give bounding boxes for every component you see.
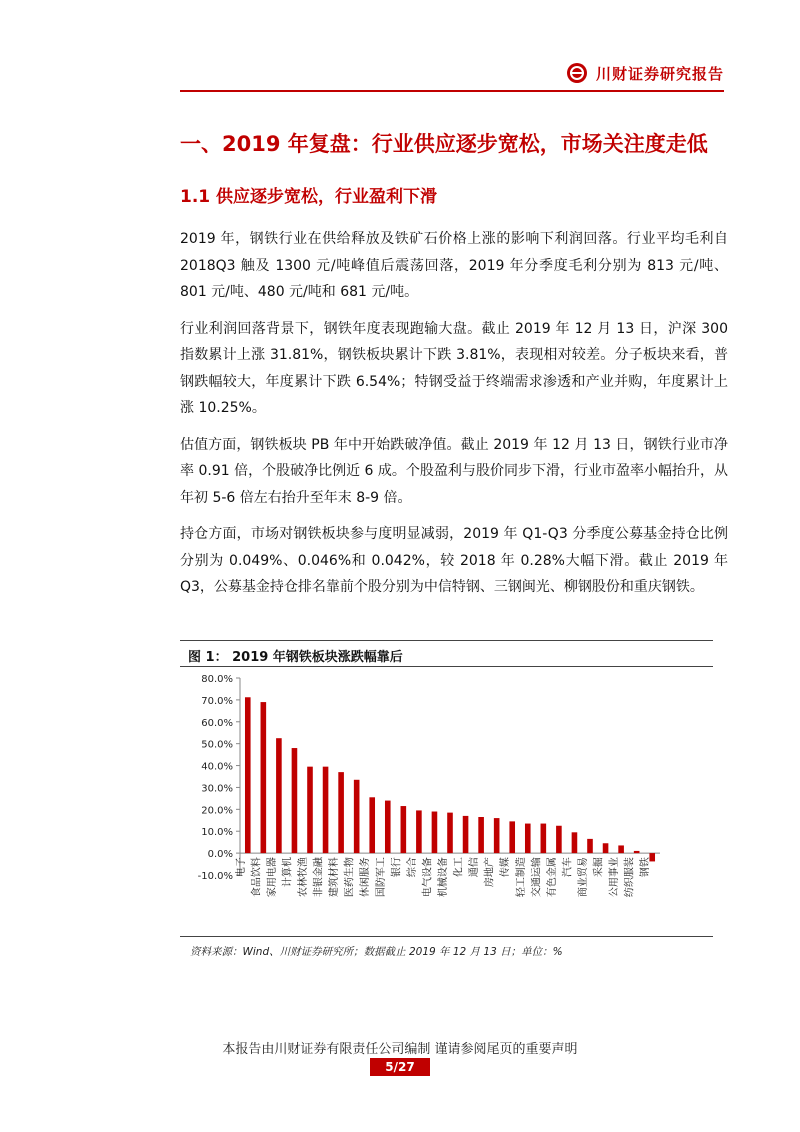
page-number: 5/27 [370,1058,430,1076]
header-brand [566,62,724,84]
x-category-label: 有色金属 [546,857,558,898]
bar [292,748,298,853]
bar [618,845,624,853]
bar [432,812,438,854]
bar [323,767,329,853]
brand-name: 川财证券研究报告 [595,64,724,83]
bar [447,813,453,853]
bar [587,839,593,853]
x-category-label: 钢铁 [640,857,652,878]
x-category-label: 轻工制造 [515,857,527,898]
x-category-label: 采掘 [593,857,605,878]
figure-1 [180,640,713,940]
subsection-heading: 1.1 供应逐步宽松，行业盈利下滑 [180,187,438,207]
bar [369,797,375,853]
x-category-label: 医药生物 [344,857,356,898]
bar [478,817,484,853]
body-text [180,226,728,611]
bar [416,810,422,853]
bar [338,772,344,853]
figure-source: 资料来源：Wind、川财证券研究所；数据截止 2019 年 12 月 13 日；单位：% [190,946,563,958]
bar [494,818,500,853]
x-category-label: 电子 [235,857,247,878]
x-category-label: 纺织服装 [624,857,636,898]
x-category-label: 通信 [469,857,481,878]
bar [556,826,562,853]
bar [463,816,469,853]
bar [401,806,407,853]
bar-chart [180,668,713,934]
paragraph: 估值方面，钢铁板块 PB 年中开始跌破净值。截止 2019 年 12 月 13 日，钢铁行业市净率 0.91 倍，个股破净比例近 6 成。个股盈利与股价同步下滑，行业市盈率小幅抬升，从年初 5-6 倍左右抬升至年末 8-9 倍。 [180,436,728,506]
figure-title: 图 1： 2019 年钢铁板块涨跌幅靠后 [188,650,403,665]
x-category-label: 建筑材料 [329,857,341,898]
y-tick-label: 70.0% [201,695,233,707]
x-category-label: 国防军工 [375,857,387,898]
x-category-label: 家用电器 [266,857,278,898]
chuancai-logo-icon [566,62,588,84]
y-tick-label: 0.0% [207,849,233,861]
x-category-label: 非银金融 [313,857,325,898]
bar [525,824,531,854]
x-category-label: 计算机 [282,857,294,888]
section-heading: 一、2019 年复盘：行业供应逐步宽松，市场关注度走低 [180,132,708,156]
y-tick-label: 50.0% [201,739,233,751]
x-category-label: 综合 [406,857,418,878]
bar [307,767,313,853]
x-category-label: 汽车 [562,857,574,878]
x-category-label: 交通运输 [531,857,543,898]
bar [572,832,578,853]
bar [245,697,251,853]
bar [261,702,267,853]
figure-top-rule [180,640,713,641]
bar [385,801,391,854]
figure-title-rule [180,666,713,667]
x-category-label: 商业贸易 [578,857,589,898]
y-tick-label: 40.0% [201,761,233,773]
footer-disclaimer: 本报告由川财证券有限责任公司编制 谨请参阅尾页的重要声明 [222,1042,578,1057]
bar [541,824,547,854]
y-tick-label: 30.0% [201,783,233,795]
bar [354,780,360,853]
y-tick-label: -10.0% [197,871,233,882]
paragraph: 行业利润回落背景下，钢铁年度表现跑输大盘。截止 2019 年 12 月 13 日，沪深 300 指数累计上涨 31.81%，钢铁板块累计下跌 3.81%，表现相对较差。分子板块来看，普钢跌幅较大，年度累计下跌 6.54%；特钢受益于终端需求渗透和产业并购，年度累计上涨 10.25%。 [180,320,728,416]
x-category-label: 银行 [391,857,403,878]
figure-bottom-rule [180,936,713,937]
x-category-label: 农林牧渔 [298,857,309,898]
bar [276,738,282,853]
x-category-label: 电气设备 [422,857,434,898]
x-category-label: 机械设备 [438,857,449,898]
x-category-label: 公用事业 [609,857,621,898]
x-category-label: 传媒 [500,857,512,878]
x-category-label: 休闲服务 [360,857,372,898]
y-tick-label: 60.0% [201,717,233,729]
y-tick-label: 10.0% [201,827,233,839]
paragraph: 持仓方面，市场对钢铁板块参与度明显减弱，2019 年 Q1-Q3 分季度公募基金持仓比例分别为 0.049%、0.046%和 0.042%，较 2018 年 0.28%大幅下滑。截止 2019 年 Q3，公募基金持仓排名靠前个股分别为中信特钢、三钢闽光、柳钢股份和重庆钢铁。 [180,526,728,595]
y-tick-label: 20.0% [201,805,233,817]
x-category-label: 食品饮料 [251,857,263,898]
x-category-label: 化工 [453,857,465,878]
x-category-label: 房地产 [484,857,496,888]
paragraph: 2019 年，钢铁行业在供给释放及铁矿石价格上涨的影响下利润回落。行业平均毛利自 2018Q3 触及 1300 元/吨峰值后震荡回落，2019 年分季度毛利分别为 813 元/吨、801 元/吨、480 元/吨和 681 元/吨。 [180,231,728,300]
bar [509,821,515,853]
header-divider [180,90,724,92]
bar [603,843,609,853]
y-tick-label: 80.0% [201,674,233,685]
bar [634,851,640,853]
